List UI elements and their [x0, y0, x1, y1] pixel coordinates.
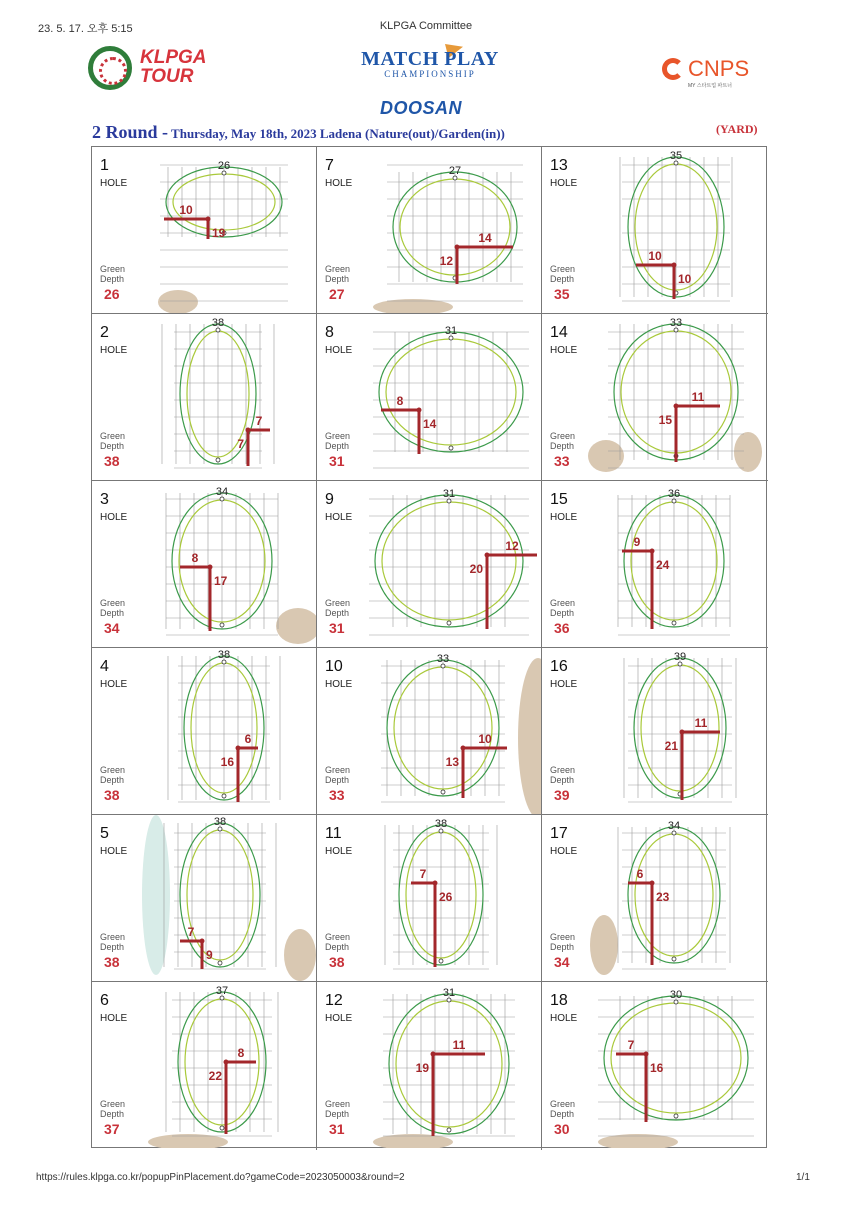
pin-offset-value: 8 [396, 394, 404, 408]
bunker [276, 608, 316, 644]
green-label: Green [100, 1099, 126, 1109]
back-depth-label: 35 [669, 150, 683, 162]
front-marker [222, 794, 226, 798]
green-label: Green [100, 932, 126, 942]
hole-cell [542, 481, 768, 648]
hole-number: 5 [100, 825, 109, 842]
pin-position-marker [485, 553, 490, 558]
hole-label: HOLE [100, 178, 128, 189]
hole-label: HOLE [325, 846, 353, 857]
green-diagram [138, 815, 316, 981]
depth-label: Depth [550, 274, 575, 284]
green-diagram [588, 815, 766, 981]
depth-label: Depth [100, 608, 125, 618]
cnps-logo-text: CNPS [688, 56, 750, 81]
front-marker [447, 621, 451, 625]
hole-cell [542, 982, 768, 1150]
green-label: Green [100, 765, 126, 775]
hole-label: HOLE [325, 345, 353, 356]
depth-label: Depth [325, 441, 350, 451]
pin-position-marker [236, 746, 241, 751]
hole-label: HOLE [100, 1013, 128, 1024]
green-label: Green [325, 431, 351, 441]
depth-label: Depth [325, 942, 350, 952]
depth-label: Depth [325, 608, 350, 618]
pin-position-marker [644, 1052, 649, 1057]
front-marker [218, 961, 222, 965]
pin-depth-value: 19 [415, 1061, 429, 1075]
back-depth-label: 36 [667, 488, 681, 500]
hole-number: 14 [550, 324, 568, 341]
pin-depth-value: 26 [439, 890, 453, 904]
pin-depth-value: 20 [469, 562, 483, 576]
pin-position-marker [206, 217, 211, 222]
green-depth-value: 38 [104, 787, 120, 803]
hole-label: HOLE [550, 679, 578, 690]
green-label: Green [100, 431, 126, 441]
pin-depth-value: 16 [220, 755, 234, 769]
pin-offset-value: 7 [187, 925, 195, 939]
hole-cell [92, 982, 317, 1150]
green-depth-value: 33 [329, 787, 345, 803]
front-marker [220, 1126, 224, 1130]
pin-offset-value: 11 [691, 390, 705, 404]
hole-number: 2 [100, 324, 109, 341]
hole-label: HOLE [550, 345, 578, 356]
green-label: Green [550, 264, 576, 274]
green-depth-value: 33 [554, 453, 570, 469]
hole-label: HOLE [100, 512, 128, 523]
pin-depth-value: 17 [214, 574, 228, 588]
back-depth-label: 38 [217, 649, 231, 661]
round-title [92, 122, 505, 143]
hole-cell [92, 481, 317, 648]
green-depth-value: 39 [554, 787, 570, 803]
hole-cell [542, 147, 768, 314]
green-depth-value: 38 [104, 453, 120, 469]
pin-offset-value: 8 [191, 551, 199, 565]
footer-page-number: 1/1 [796, 1172, 810, 1183]
pin-depth-value: 22 [208, 1069, 222, 1083]
pin-position-marker [417, 408, 422, 413]
hole-number: 16 [550, 658, 568, 675]
green-diagram [588, 314, 766, 480]
green-label: Green [325, 765, 351, 775]
depth-label: Depth [100, 441, 125, 451]
hole-label: HOLE [550, 1013, 578, 1024]
round-detail: Thursday, May 18th, 2023 Ladena (Nature(out)/Garden(in)) [171, 126, 505, 141]
pin-offset-value: 7 [419, 867, 427, 881]
hole-label: HOLE [550, 512, 578, 523]
front-marker [672, 957, 676, 961]
pin-depth-value: 23 [656, 890, 670, 904]
front-marker [439, 959, 443, 963]
depth-label: Depth [100, 1109, 125, 1119]
green-label: Green [100, 598, 126, 608]
water-hazard [142, 815, 170, 975]
green-depth-value: 37 [104, 1121, 120, 1137]
print-title: KLPGA Committee [379, 20, 473, 32]
pin-position-marker [672, 263, 677, 268]
match-play-logo-line1: MATCH PLAY [361, 48, 499, 70]
pin-position-marker [224, 1060, 229, 1065]
cnps-mark-icon [662, 58, 684, 80]
pin-position-marker [650, 549, 655, 554]
front-marker [674, 1114, 678, 1118]
green-label: Green [550, 431, 576, 441]
green-label: Green [325, 932, 351, 942]
hole-label: HOLE [325, 679, 353, 690]
bunker [588, 440, 624, 472]
green-diagram [588, 648, 766, 814]
back-depth-label: 30 [669, 989, 683, 1001]
pin-offset-value: 7 [255, 414, 263, 428]
cnps-logo [662, 56, 772, 92]
bunker [734, 432, 762, 472]
unit-label: (YARD) [716, 122, 758, 136]
hole-cell [542, 314, 768, 481]
back-depth-label: 34 [215, 486, 229, 498]
pin-offset-value: 7 [627, 1038, 635, 1052]
back-depth-label: 31 [442, 488, 456, 500]
depth-label: Depth [550, 942, 575, 952]
green-diagram [363, 815, 541, 981]
green-label: Green [325, 598, 351, 608]
green-label: Green [325, 264, 351, 274]
green-diagram [138, 481, 316, 647]
green-label: Green [100, 264, 126, 274]
pin-depth-value: 9 [206, 948, 213, 962]
pin-offset-value: 10 [648, 249, 662, 263]
hole-number: 3 [100, 491, 109, 508]
hole-label: HOLE [325, 1013, 353, 1024]
green-depth-value: 31 [329, 620, 345, 636]
pin-position-marker [674, 404, 679, 409]
bunker [158, 290, 198, 313]
front-marker [672, 621, 676, 625]
green-label: Green [550, 1099, 576, 1109]
green-label: Green [550, 598, 576, 608]
cnps-logo-subtext: MY 스타트업 파트너 [688, 83, 732, 89]
match-play-logo [360, 48, 500, 79]
match-play-logo-line2: CHAMPIONSHIP [384, 69, 476, 79]
green-depth-value: 26 [104, 286, 120, 302]
green-diagram [363, 314, 541, 480]
depth-label: Depth [325, 775, 350, 785]
round-label: 2 Round - [92, 122, 169, 142]
back-depth-label: 39 [673, 651, 687, 663]
hole-cell [317, 982, 542, 1150]
pin-depth-value: 16 [650, 1061, 664, 1075]
front-marker [216, 458, 220, 462]
hole-label: HOLE [100, 345, 128, 356]
depth-label: Depth [100, 775, 125, 785]
back-depth-label: 31 [442, 987, 456, 999]
green-depth-value: 38 [104, 954, 120, 970]
pin-offset-value: 12 [505, 539, 519, 553]
green-diagram [138, 648, 316, 814]
hole-label: HOLE [550, 846, 578, 857]
hole-label: HOLE [325, 512, 353, 523]
pin-placement-grid [91, 146, 767, 1148]
back-depth-label: 34 [667, 820, 681, 832]
depth-label: Depth [550, 608, 575, 618]
front-marker [449, 446, 453, 450]
pin-offset-value: 9 [633, 535, 641, 549]
pin-depth-value: 10 [678, 272, 692, 286]
pin-offset-value: 11 [694, 716, 708, 730]
pin-offset-value: 14 [478, 231, 492, 245]
green-depth-value: 36 [554, 620, 570, 636]
hole-cell [317, 147, 542, 314]
depth-label: Depth [550, 1109, 575, 1119]
back-depth-label: 33 [669, 317, 683, 329]
green-diagram [363, 147, 541, 313]
pin-position-marker [650, 881, 655, 886]
hole-cell [542, 815, 768, 982]
hole-cell [92, 648, 317, 815]
front-marker [447, 1128, 451, 1132]
hole-number: 1 [100, 157, 109, 174]
green-depth-value: 31 [329, 1121, 345, 1137]
green-diagram [363, 648, 541, 814]
hole-cell [317, 648, 542, 815]
pin-depth-value: 15 [658, 413, 672, 427]
back-depth-label: 26 [217, 160, 231, 172]
hole-number: 8 [325, 324, 334, 341]
green-diagram [138, 314, 316, 480]
depth-label: Depth [100, 942, 125, 952]
pin-offset-value: 10 [478, 732, 492, 746]
hole-number: 12 [325, 992, 343, 1009]
depth-label: Depth [325, 274, 350, 284]
pin-depth-value: 24 [656, 558, 670, 572]
hole-number: 15 [550, 491, 568, 508]
hole-number: 9 [325, 491, 334, 508]
pin-offset-value: 10 [179, 203, 193, 217]
hole-label: HOLE [550, 178, 578, 189]
green-label: Green [550, 932, 576, 942]
hole-cell [317, 481, 542, 648]
hole-label: HOLE [100, 679, 128, 690]
pin-position-marker [433, 881, 438, 886]
hole-number: 4 [100, 658, 109, 675]
pin-position-marker [680, 730, 685, 735]
pin-depth-value: 19 [212, 226, 226, 240]
pin-depth-value: 14 [423, 417, 437, 431]
pin-position-marker [200, 939, 205, 944]
green-diagram [138, 147, 316, 313]
print-date: 23. 5. 17. 오후 5:15 [38, 23, 133, 35]
hole-label: HOLE [100, 846, 128, 857]
green-diagram [588, 147, 766, 313]
footer-url: https://rules.klpga.co.kr/popupPinPlacement.do?gameCode=2023050003&round=2 [36, 1172, 405, 1183]
bunker [590, 915, 618, 975]
hole-cell [317, 815, 542, 982]
pin-position-marker [431, 1052, 436, 1057]
green-diagram [138, 982, 316, 1148]
back-depth-label: 33 [436, 653, 450, 665]
green-label: Green [325, 1099, 351, 1109]
bunker [518, 658, 541, 814]
hole-cell [317, 314, 542, 481]
green-label: Green [550, 765, 576, 775]
back-depth-label: 37 [215, 985, 229, 997]
back-depth-label: 38 [434, 818, 448, 830]
hole-number: 17 [550, 825, 568, 842]
green-depth-value: 31 [329, 453, 345, 469]
hole-number: 10 [325, 658, 343, 675]
green-depth-value: 30 [554, 1121, 570, 1137]
depth-label: Depth [550, 775, 575, 785]
hole-label: HOLE [325, 178, 353, 189]
green-diagram [363, 481, 541, 647]
green-diagram [588, 982, 766, 1148]
pin-position-marker [455, 245, 460, 250]
depth-label: Depth [550, 441, 575, 451]
green-depth-value: 27 [329, 286, 345, 302]
pin-offset-value: 8 [237, 1046, 245, 1060]
green-depth-value: 35 [554, 286, 570, 302]
klpga-logo-text: KLPGA TOUR [140, 47, 207, 87]
green-depth-value: 34 [104, 620, 120, 636]
pin-depth-value: 7 [237, 437, 244, 451]
pin-depth-value: 13 [445, 755, 459, 769]
front-marker [220, 623, 224, 627]
hole-number: 13 [550, 157, 568, 174]
hole-number: 6 [100, 992, 109, 1009]
depth-label: Depth [100, 274, 125, 284]
hole-cell [542, 648, 768, 815]
hole-number: 18 [550, 992, 568, 1009]
depth-label: Depth [325, 1109, 350, 1119]
bunker [284, 929, 316, 981]
pin-depth-value: 21 [664, 739, 678, 753]
back-depth-label: 27 [448, 165, 462, 177]
front-marker [441, 790, 445, 794]
green-depth-value: 38 [329, 954, 345, 970]
doosan-logo: DOOSAN [380, 98, 463, 118]
back-depth-label: 38 [213, 816, 227, 828]
pin-position-marker [246, 428, 251, 433]
hole-cell [92, 314, 317, 481]
pin-offset-value: 6 [244, 732, 252, 746]
hole-number: 7 [325, 157, 334, 174]
green-diagram [363, 982, 541, 1148]
back-depth-label: 31 [444, 325, 458, 337]
klpga-tour-logo [88, 46, 218, 90]
hole-number: 11 [325, 825, 342, 842]
green-depth-value: 34 [554, 954, 570, 970]
pin-offset-value: 6 [636, 867, 644, 881]
green-diagram [588, 481, 766, 647]
pin-offset-value: 11 [452, 1038, 466, 1052]
back-depth-label: 38 [211, 317, 225, 329]
klpga-wreath-icon [88, 46, 132, 90]
hole-cell [92, 815, 317, 982]
hole-cell [92, 147, 317, 314]
pin-position-marker [461, 746, 466, 751]
pin-position-marker [208, 565, 213, 570]
pin-depth-value: 12 [439, 254, 453, 268]
